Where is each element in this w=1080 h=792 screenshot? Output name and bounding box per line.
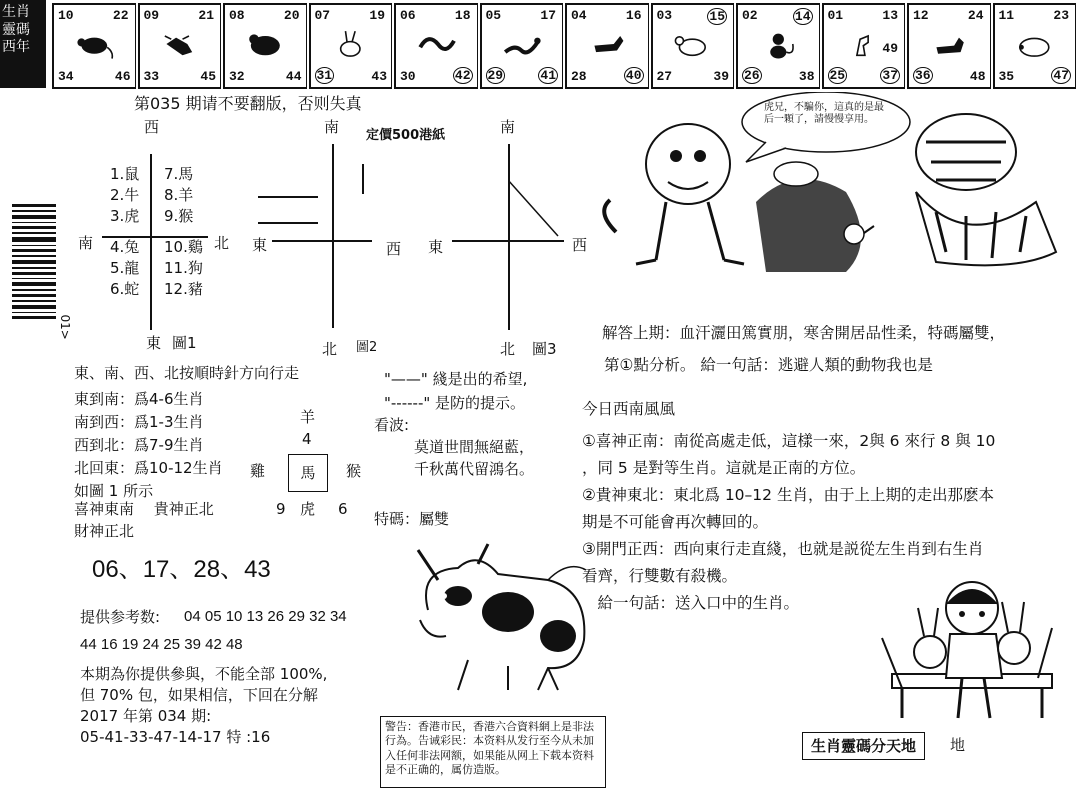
zodiac-label: 12.豬 [164, 280, 203, 298]
zodiac-cell-rat [52, 3, 136, 89]
zodiac-number: 46 [114, 69, 131, 84]
zodiac-number: 09 [143, 8, 160, 23]
kanbo-line1: 莫道世間無絕藍， [414, 438, 535, 456]
hint-dashed: "------" 是防的提示。 [384, 394, 526, 412]
kanbo-line2: 千秋萬代留鴻名。 [414, 460, 535, 478]
dir-west: 西 [386, 240, 402, 258]
cartoon-monkey-tiger [596, 92, 1080, 282]
zodiac-number: 31 [316, 68, 333, 83]
zodiac-number: 17 [540, 8, 556, 23]
warning-text: 警告：香港市民，香港六合資料網上是非法行為。告诫彩民：本资料从发行至今从未加入任何非法网额，如果能从网上下载本资料是不正确的，属仿造版。 [385, 720, 594, 776]
price-text: 定價500港紙 [366, 128, 446, 143]
wind-line: 給一句話：送入口中的生肖。 [582, 594, 800, 612]
zodiac-cell-ox [138, 3, 222, 89]
zodiac-cell-horse [565, 3, 649, 89]
zodiac-label: 10.鷄 [164, 238, 203, 256]
rules-list [74, 388, 223, 503]
dir-east: 東 [428, 238, 444, 256]
zodiac-cell-dragon [394, 3, 478, 89]
zodiac-number: 28 [571, 69, 587, 84]
zodiac-number: 25 [829, 68, 846, 83]
kanbo-label: 看波: [374, 416, 410, 434]
gods-text: 喜神東南 貴神正北 [74, 500, 214, 518]
zodiac-number: 49 [882, 41, 898, 56]
logo-block [0, 0, 46, 88]
barcode [10, 200, 58, 340]
featured-numbers: 06、17、28、43 [92, 556, 271, 583]
grid-right: 猴 [346, 462, 362, 480]
zodiac-number: 43 [371, 69, 387, 84]
zodiac-cell-dog [907, 3, 991, 89]
zodiac-label: 8.羊 [164, 186, 194, 204]
zodiac-label: 6.蛇 [110, 280, 140, 298]
promo-line: 05-41-33-47-14-17 特 :16 [80, 728, 271, 746]
promo-block [80, 664, 327, 748]
zodiac-number: 07 [314, 8, 331, 23]
rule-line: 東到南：爲4-6生肖 [74, 390, 204, 408]
zodiac-number: 13 [882, 8, 898, 23]
zodiac-number: 39 [713, 69, 729, 84]
promo-line: 但 70% 包，如果相信，下回在分解 [80, 686, 318, 704]
warning-box [380, 716, 606, 788]
zodiac-cell-tiger [223, 3, 307, 89]
zodiac-number: 08 [229, 8, 245, 23]
zodiac-cell-monkey [736, 3, 820, 89]
zodiac-number: 24 [967, 8, 984, 23]
zodiac-strip [52, 3, 1078, 89]
analysis-text: 第①點分析。 給一句話：逃避人類的動物我也是 [604, 356, 933, 374]
zodiac-number: 42 [454, 68, 471, 83]
zodiac-number: 23 [1053, 8, 1069, 23]
zodiac-number: 22 [112, 8, 129, 23]
snake-icon [502, 26, 541, 62]
dir-south: 南 [500, 118, 516, 136]
zodiac-label: 1.鼠 [110, 165, 140, 183]
zodiac-number: 05 [485, 8, 502, 23]
zodiac-number: 27 [656, 69, 673, 84]
speech-bubble-text: 虎兄，不騙你，這真的是最后一顆了，請慢慢享用。 [764, 102, 884, 125]
dog-icon [930, 26, 969, 62]
zodiac-number: 41 [540, 68, 556, 83]
zodiac-number: 45 [200, 69, 216, 84]
zodiac-number: 40 [625, 68, 642, 83]
monkey-icon [759, 26, 798, 62]
zodiac-number: 18 [454, 8, 471, 23]
diagram-caption: 圖2 [356, 340, 378, 355]
hint-solid: "——" 綫是出的希望, [384, 370, 528, 388]
logo-line: 西年 [2, 39, 30, 55]
rule-line: 如圖 1 所示 [74, 482, 154, 500]
notice-text: 第035 期请不要翻版，否则失真 [134, 94, 362, 113]
cartoon-girl-rabbits [862, 568, 1062, 736]
promo-line: 2017 年第 034 期: [80, 707, 212, 725]
zodiac-label: 7.馬 [164, 165, 194, 183]
wind-line: ，同 5 是對等生肖。這就是正南的方位。 [582, 459, 866, 477]
diagram1-right-col [164, 164, 203, 300]
zodiac-number: 01 [827, 8, 844, 23]
zodiac-number: 47 [1053, 68, 1069, 83]
zodiac-cell-pig [993, 3, 1077, 89]
zodiac-cell-rooster [822, 3, 906, 89]
answer-text: 解答上期：血汗灑田篤實朋，寒舍開居品性柔，特碼屬雙， [602, 324, 1006, 342]
footer-tail: 地 [950, 736, 966, 754]
dir-west: 西 [572, 236, 588, 254]
wind-line: 期是不可能會再次轉回的。 [582, 513, 769, 531]
zodiac-number: 16 [625, 8, 642, 23]
grid-center: 馬 [288, 454, 328, 492]
dir-east: 東 [146, 334, 162, 352]
zodiac-number: 29 [487, 68, 504, 83]
dragon-icon [417, 26, 456, 62]
zodiac-number: 11 [998, 8, 1015, 23]
ref-line1: 04 05 10 13 26 29 32 34 [184, 608, 347, 625]
zodiac-label: 5.龍 [110, 259, 140, 277]
grid-bottom: 虎 [300, 500, 316, 518]
zodiac-label: 2.牛 [110, 186, 140, 204]
tema-text: 特碼：屬雙 [374, 510, 450, 528]
goat-icon [673, 26, 712, 62]
dir-north: 北 [500, 340, 516, 358]
grid-left: 雞 [250, 462, 266, 480]
zodiac-number: 21 [198, 8, 214, 23]
barcode-text: 01> [57, 314, 72, 340]
rules-title: 東、南、西、北按順時針方向行走 [74, 364, 300, 382]
footer-title-box: 生肖靈碼分天地 [802, 732, 925, 760]
promo-line: 本期為你提供參與，不能全部 100%, [80, 665, 328, 683]
ox-icon [160, 26, 199, 62]
tiger-icon [246, 26, 285, 62]
zodiac-number: 19 [369, 8, 385, 23]
zodiac-label: 4.兔 [110, 238, 140, 256]
grid-top-num: 4 [302, 430, 312, 448]
dir-west: 西 [144, 118, 160, 136]
diagram-caption: 圖1 [172, 334, 197, 352]
zodiac-number: 04 [571, 8, 587, 23]
zodiac-cell-snake [480, 3, 564, 89]
zodiac-label: 9.猴 [164, 207, 194, 225]
wind-title: 今日西南風風 [582, 400, 676, 418]
diagram1-left-col [110, 164, 139, 300]
zodiac-number: 12 [913, 8, 929, 23]
rule-line: 西到北：爲7-9生肖 [74, 436, 204, 454]
wind-line: ③開門正西：西向東行走直綫，也就是説從左生肖到右生肖 [582, 540, 984, 558]
ref-line2: 44 16 19 24 25 39 42 48 [80, 636, 243, 653]
zodiac-number: 37 [882, 68, 898, 83]
dir-east: 東 [252, 236, 268, 254]
grid-top: 羊 [300, 408, 316, 426]
dir-south: 南 [78, 234, 94, 252]
zodiac-number: 10 [58, 8, 74, 23]
zodiac-number: 15 [709, 9, 725, 24]
zodiac-number: 02 [742, 8, 758, 23]
zodiac-label: 11.狗 [164, 259, 203, 277]
dir-north: 北 [214, 234, 230, 252]
ref-label: 提供参考数: [80, 608, 161, 626]
rooster-icon [844, 26, 883, 62]
wind-line: 看齊，行雙數有殺機。 [582, 567, 738, 585]
zodiac-cell-rabbit [309, 3, 393, 89]
zodiac-number: 48 [969, 69, 986, 84]
rat-icon [75, 26, 114, 62]
logo-line: 靈碼 [2, 21, 30, 38]
logo-line: 生肖 [2, 4, 30, 20]
zodiac-number: 06 [400, 8, 416, 23]
rule-line: 北回東：爲10-12生肖 [74, 459, 223, 477]
zodiac-number: 20 [283, 8, 300, 23]
pig-icon [1015, 26, 1054, 62]
zodiac-number: 14 [794, 9, 811, 24]
horse-icon [588, 26, 627, 62]
zodiac-number: 33 [143, 69, 160, 84]
zodiac-number: 38 [798, 69, 815, 84]
grid-bottom-left: 9 [276, 500, 286, 518]
diagram-caption: 圖3 [532, 340, 557, 358]
zodiac-number: 03 [656, 8, 673, 23]
zodiac-number: 35 [998, 69, 1015, 84]
zodiac-number: 44 [285, 69, 302, 84]
rabbit-icon [331, 26, 370, 62]
zodiac-number: 26 [744, 68, 760, 83]
rule-line: 南到西：爲1-3生肖 [74, 413, 204, 431]
zodiac-label: 3.虎 [110, 207, 140, 225]
wind-line: ②貴神東北：東北爲 10–12 生肖，由于上上期的走出那麽本 [582, 486, 994, 504]
dir-south: 南 [324, 118, 340, 136]
grid-bottom-right: 6 [338, 500, 348, 518]
cartoon-ox [398, 540, 598, 700]
zodiac-number: 30 [400, 69, 416, 84]
wealth-text: 財神正北 [74, 522, 135, 540]
zodiac-number: 32 [229, 69, 245, 84]
wind-line: ①喜神正南：南從高處走低，這樣一來，2與 6 來行 8 與 10 [582, 432, 996, 450]
zodiac-number: 34 [58, 69, 74, 84]
zodiac-number: 36 [915, 68, 931, 83]
dir-north: 北 [322, 340, 338, 358]
zodiac-cell-goat [651, 3, 735, 89]
